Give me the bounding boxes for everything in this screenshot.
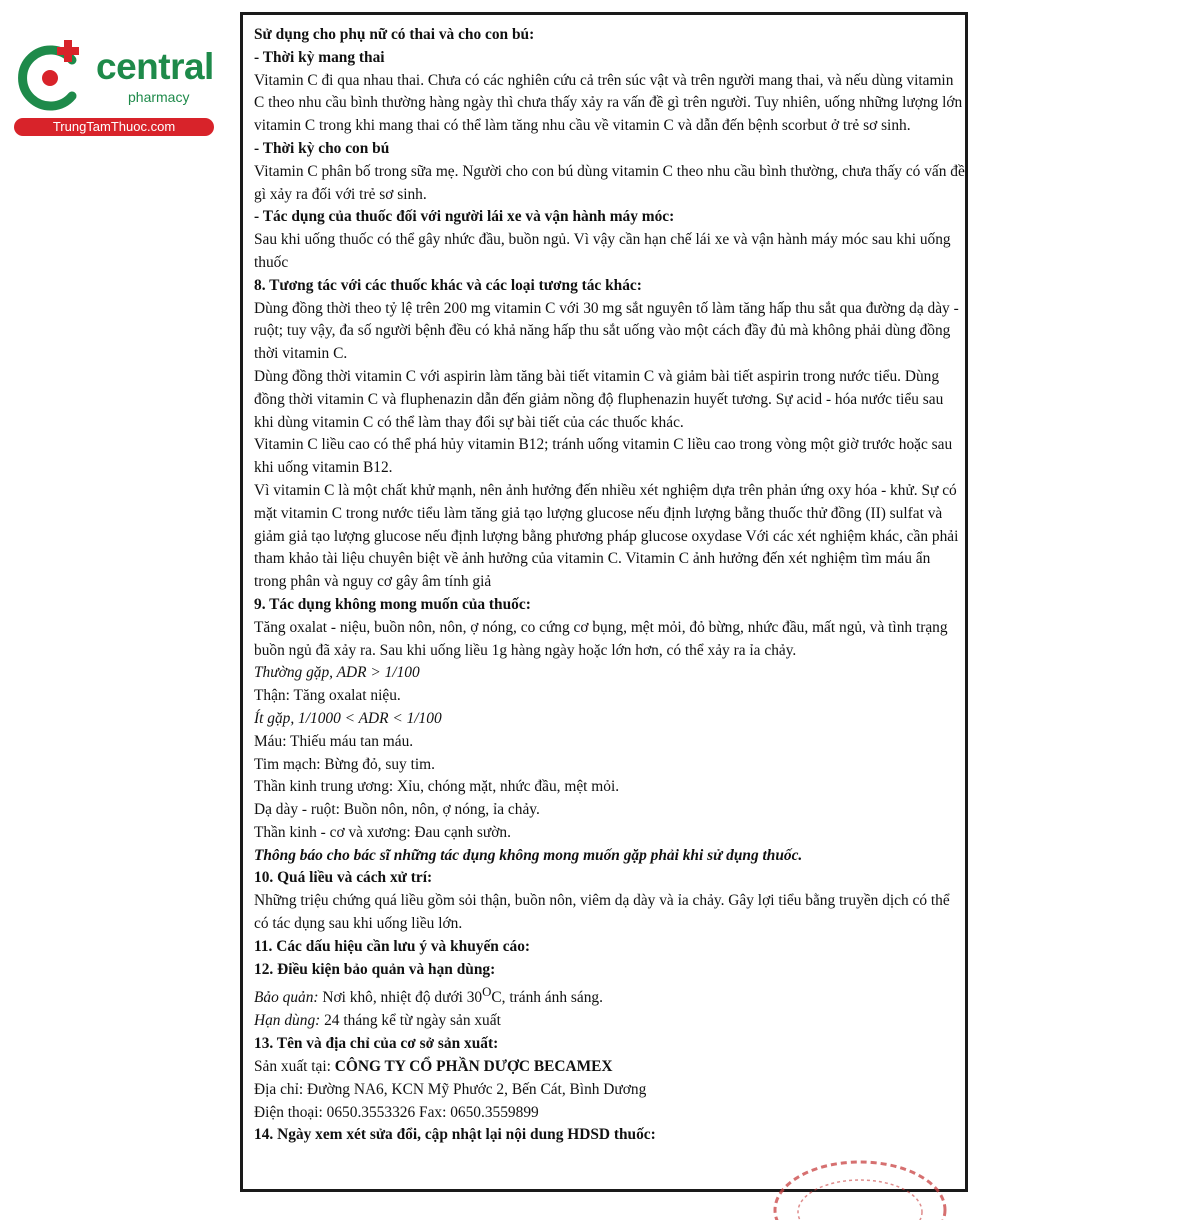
- pharmacy-c-cross-icon: [10, 38, 94, 118]
- manufacturer-address: Địa chỉ: Đường NA6, KCN Mỹ Phước 2, Bến Cát, Bình Dương: [254, 1080, 647, 1098]
- section-heading-pregnancy: Sử dụng cho phụ nữ có thai và cho con bú:: [254, 26, 535, 43]
- section-heading-manufacturer: 13. Tên và địa chỉ của cơ sở sản xuất:: [254, 1035, 499, 1053]
- paragraph-lab-tests: Vì vitamin C là một chất khử mạnh, nên ảnh hưởng đến nhiều xét nghiệm dựa trên phản ứng oxy hóa - khử. Sự có mặt vitamin C trong nước tiểu làm tăng giả tạo lượng glucose nếu định lượng bằng thuốc thử đồng (II) sulfat và giảm giả tạo lượng glucose nếu định lượng bằng phương pháp glucose oxydase Với các xét nghiệm khác, cần phải tham khảo tài liệu chuyên biệt về ảnh hưởng của vitamin C. Vitamin C ảnh hưởng đến xét nghiệm tìm máu ẩn trong phân và nguy cơ gây âm tính giả: [254, 481, 959, 591]
- paragraph-lactation: Vitamin C phân bố trong sữa mẹ. Người cho con bú dùng vitamin C theo nhu cầu bình thường, chưa thấy có vấn đề gì xảy ra đối với trẻ sơ sinh.: [254, 162, 965, 203]
- effect-kidney: Thận: Tăng oxalat niệu.: [254, 687, 401, 705]
- logo-website-badge[interactable]: TrungTamThuoc.com: [14, 118, 214, 136]
- storage-text: Nơi khô, nhiệt độ dưới 30: [318, 989, 483, 1007]
- section-heading-revision-date: 14. Ngày xem xét sửa đổi, cập nhật lại nội dung HDSD thuốc:: [254, 1126, 656, 1144]
- paragraph-aspirin: Dùng đồng thời vitamin C với aspirin làm tăng bài tiết vitamin C và giảm bài tiết aspirin trong nước tiểu. Dùng đồng thời vitamin C và fluphenazin dẫn đến giảm nồng độ fluphenazin huyết tương. Sự acid - hóa nước tiểu sau khi dùng vitamin C có thể làm thay đổi sự bài tiết của các thuốc khác.: [254, 367, 944, 431]
- subheading-driving: - Tác dụng của thuốc đối với người lái xe và vận hành máy móc:: [254, 208, 675, 226]
- logo-brand-text: central: [96, 46, 214, 87]
- section-heading-adverse-effects: 9. Tác dụng không mong muốn của thuốc:: [254, 595, 531, 613]
- subheading-lactation: - Thời kỳ cho con bú: [254, 139, 390, 157]
- section-heading-overdose: 10. Quá liều và cách xử trí:: [254, 869, 433, 887]
- expiry-label: Hạn dùng:: [254, 1012, 321, 1030]
- subheading-pregnancy: - Thời kỳ mang thai: [254, 48, 385, 66]
- storage-label: Bảo quản:: [254, 989, 319, 1007]
- expiry-line: [254, 1010, 966, 1033]
- paragraph-b12: Vitamin C liều cao có thể phá hủy vitamin B12; tránh uống vitamin C liều cao trong vòng một giờ trước hoặc sau khi uống vitamin B12.: [254, 436, 953, 477]
- central-pharmacy-logo[interactable]: [10, 38, 215, 138]
- manufacturer-phone: Điện thoại: 0650.3553326 Fax: 0650.3559899: [254, 1103, 539, 1121]
- paragraph-overdose: Những triệu chứng quá liều gồm sỏi thận, buồn nôn, viêm dạ dày và ỉa chảy. Gây lợi tiểu bằng truyền dịch có thể có tác dụng sau khi uống liều lớn.: [254, 892, 950, 933]
- effect-gi: Dạ dày - ruột: Buồn nôn, nôn, ợ nóng, ỉa chảy.: [254, 801, 540, 819]
- notice-doctor: Thông báo cho bác sĩ những tác dụng không mong muốn gặp phải khi sử dụng thuốc.: [254, 846, 803, 864]
- section-heading-storage: 12. Điều kiện bảo quản và hạn dùng:: [254, 960, 496, 978]
- expiry-text: 24 tháng kể từ ngày sản xuất: [320, 1012, 501, 1030]
- effect-blood: Máu: Thiếu máu tan máu.: [254, 732, 414, 750]
- paragraph-iron: Dùng đồng thời theo tỷ lệ trên 200 mg vitamin C với 30 mg sắt nguyên tố làm tăng hấp thu sắt qua đường dạ dày - ruột; tuy vậy, đa số người bệnh đều có khả năng hấp thu sắt uống vào một cách đầy đủ mà không phải dùng đồng thời vitamin C.: [254, 299, 959, 363]
- storage-line: [254, 981, 966, 1010]
- manufacturer-line: [254, 1056, 966, 1079]
- paragraph-driving: Sau khi uống thuốc có thể gây nhức đầu, buồn ngủ. Vì vậy cần hạn chế lái xe và vận hành máy móc sau khi uống thuốc: [254, 231, 951, 271]
- document-content: [254, 24, 966, 1147]
- manufacturer-name: CÔNG TY CỔ PHẦN DƯỢC BECAMEX: [334, 1057, 613, 1075]
- effect-musculoskeletal: Thần kinh - cơ và xương: Đau cạnh sườn.: [254, 823, 511, 841]
- frequency-uncommon: Ít gặp, 1/1000 < ADR < 1/100: [254, 709, 442, 727]
- section-heading-warnings: 11. Các dấu hiệu cần lưu ý và khuyến cáo:: [254, 937, 531, 955]
- effect-cardio: Tim mạch: Bừng đỏ, suy tim.: [254, 755, 435, 773]
- paragraph-pregnancy: Vitamin C đi qua nhau thai. Chưa có các nghiên cứu cả trên súc vật và trên người mang thai, và nếu dùng vitamin C theo nhu cầu bình thường hàng ngày thì chưa thấy xảy ra vấn đề gì trên người. Tuy nhiên, uống những lượng lớn vitamin C trong khi mang thai có thể làm tăng nhu cầu về vitamin C và dẫn đến bệnh scorbut ở trẻ sơ sinh.: [254, 71, 963, 135]
- red-stamp-icon: [760, 1150, 950, 1220]
- paragraph-adverse-effects: Tăng oxalat - niệu, buồn nôn, nôn, ợ nóng, co cứng cơ bụng, mệt mỏi, đỏ bừng, nhức đầu, mất ngủ, và tình trạng buồn ngủ đã xảy ra. Sau khi uống liều 1g hàng ngày hoặc lớn hơn, có thể xảy ra ỉa chảy.: [254, 618, 948, 659]
- frequency-common: Thường gặp, ADR > 1/100: [254, 664, 420, 682]
- section-heading-interactions: 8. Tương tác với các thuốc khác và các loại tương tác khác:: [254, 276, 642, 294]
- storage-text-end: C, tránh ánh sáng.: [491, 989, 603, 1007]
- manufacturer-label: Sản xuất tại:: [254, 1057, 335, 1075]
- degree-superscript: O: [482, 985, 492, 1000]
- logo-sub-text: pharmacy: [128, 89, 190, 105]
- effect-cns: Thần kinh trung ương: Xỉu, chóng mặt, nhức đầu, mệt mỏi.: [254, 778, 620, 796]
